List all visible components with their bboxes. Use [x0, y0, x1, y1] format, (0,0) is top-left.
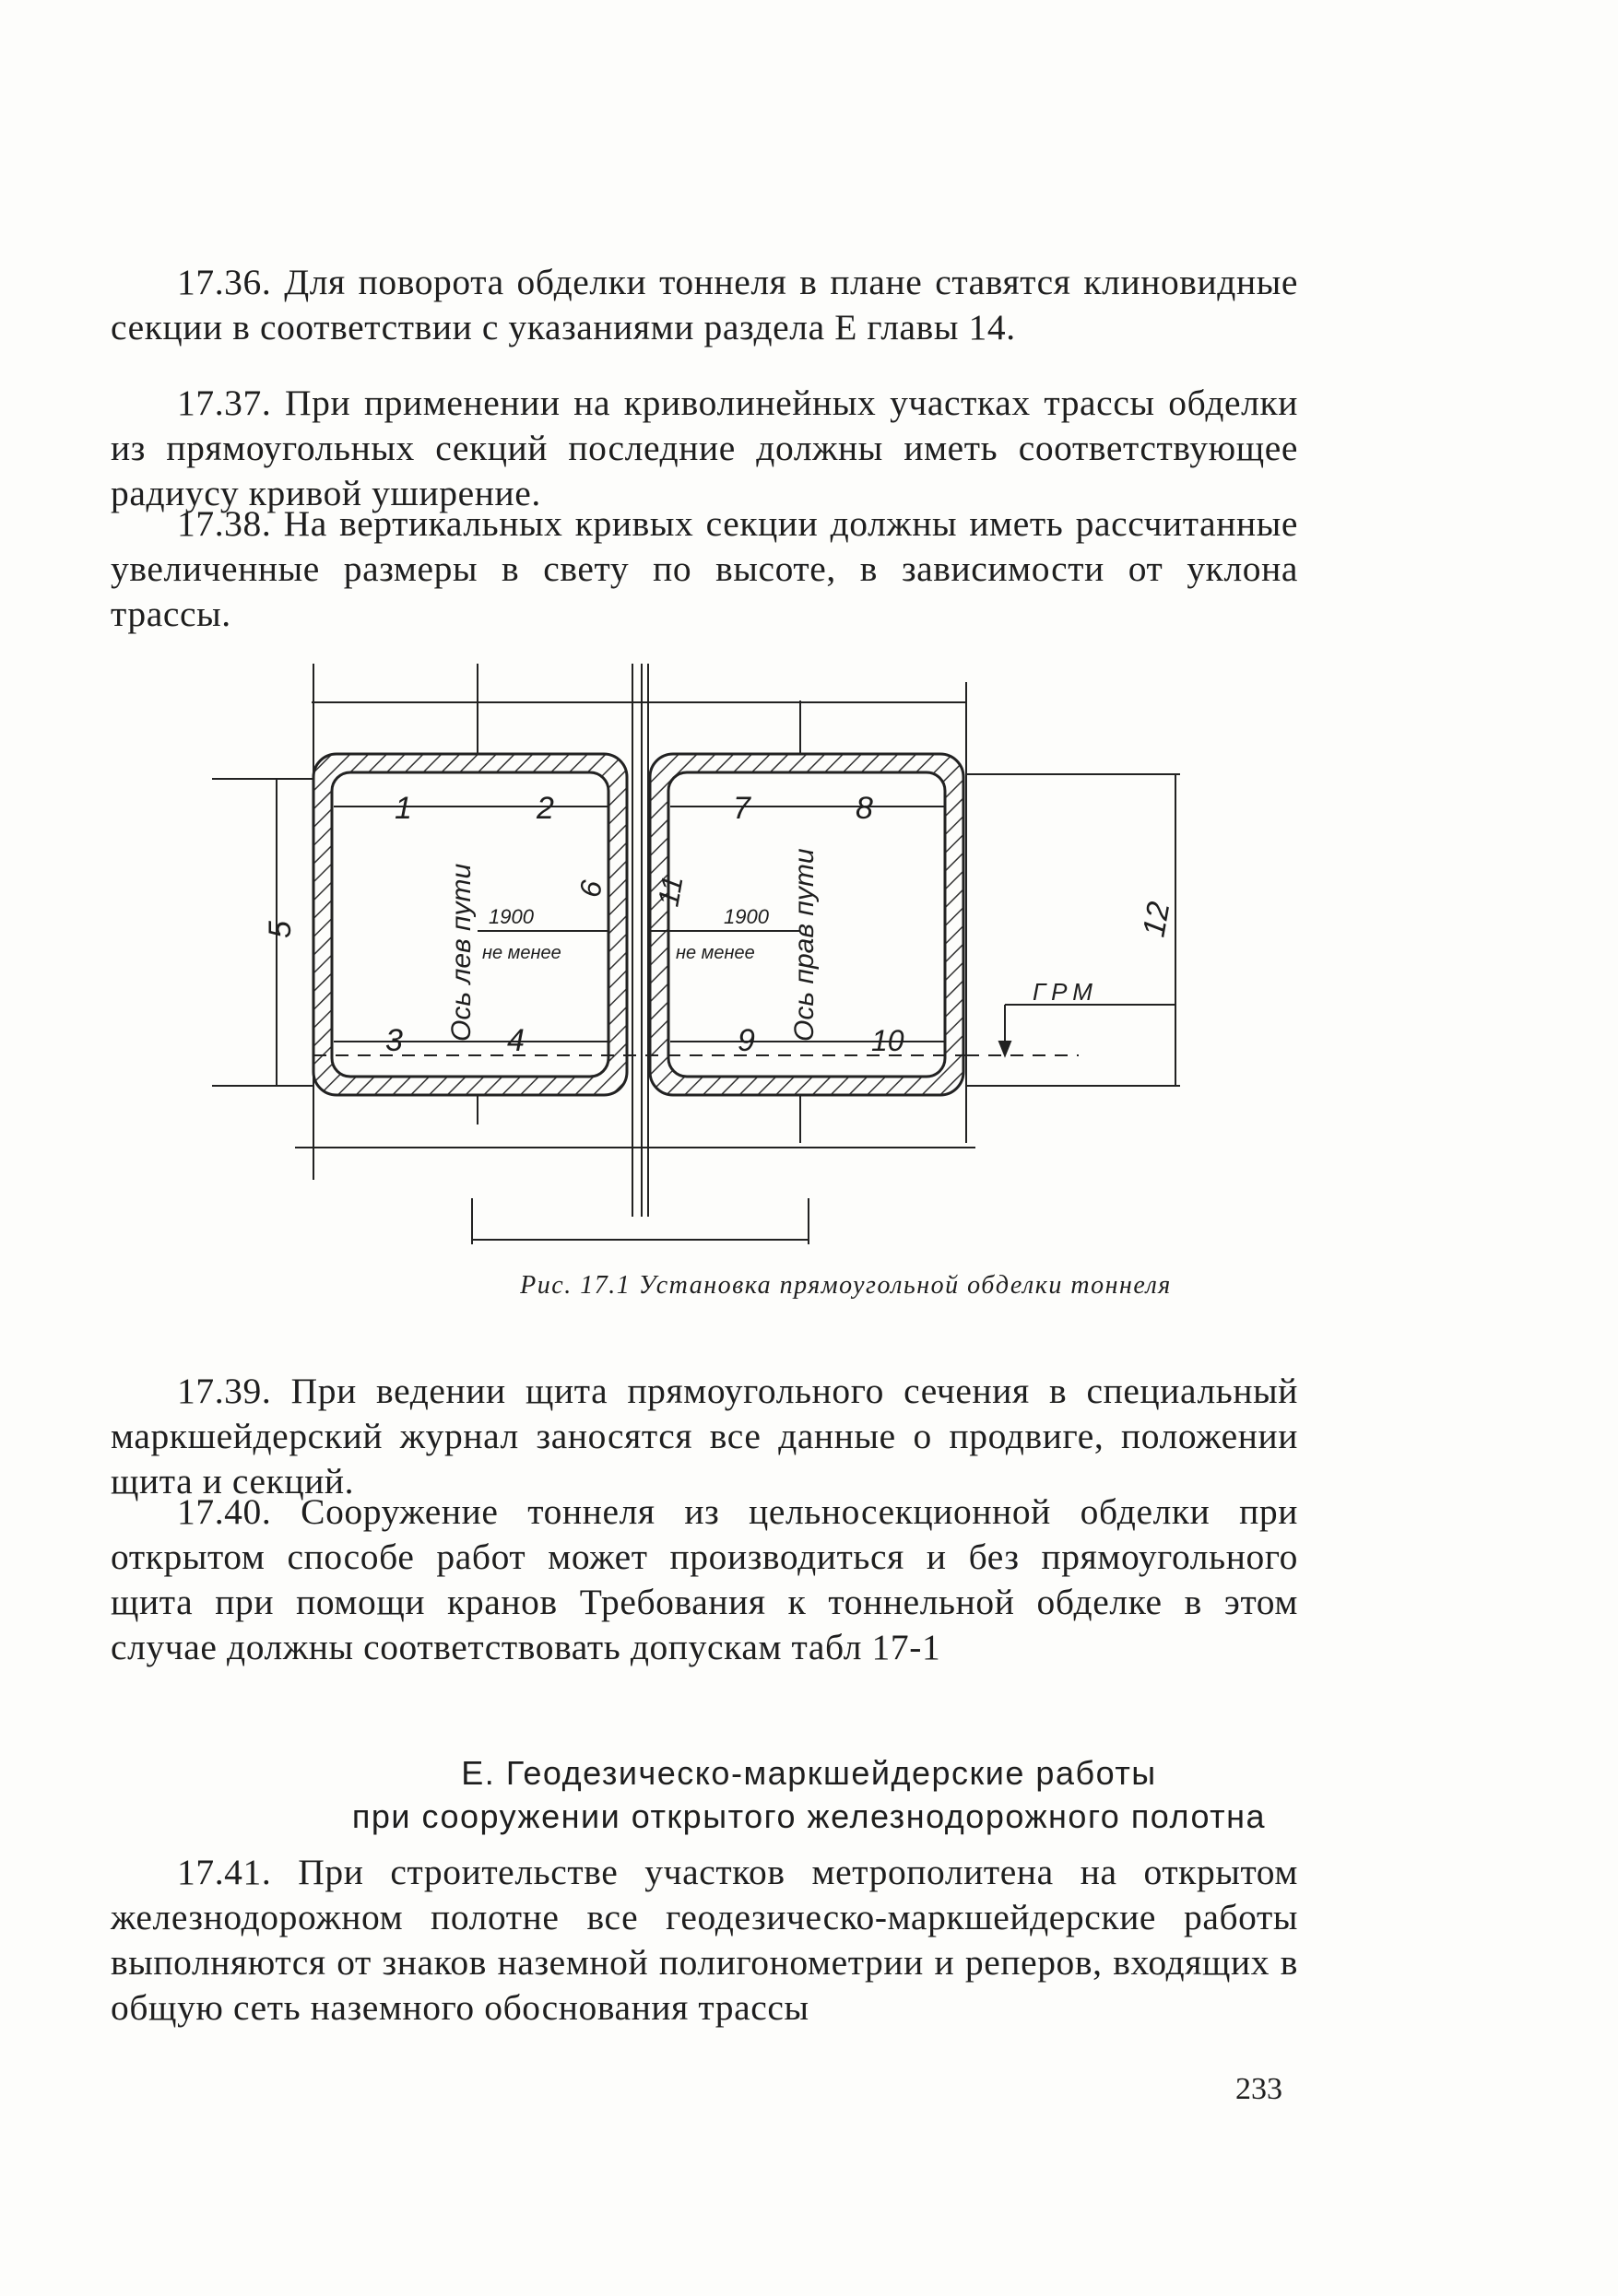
paragraph-number: 17.39. [177, 1371, 272, 1411]
label-8: 8 [856, 791, 873, 826]
page-number: 233 [1235, 2072, 1282, 2106]
paragraph-text: При применении на криволинейных участках трассы обделки из прямоугольных секций последние должны иметь соответствующее радиусу кривой уширение. [111, 383, 1298, 513]
section-heading-line-1: Е. Геодезическо-маркшейдерские работы [461, 1754, 1157, 1792]
label-5: 5 [263, 921, 298, 938]
figure-caption: Рис. 17.1 Установка прямоугольной обделки тоннеля [520, 1271, 1172, 1300]
paragraph-number: 17.38. [177, 503, 272, 544]
section-heading-line-2: при сооружении открытого железнодорожного полотна [351, 1797, 1267, 1835]
paragraph-number: 17.40. [177, 1491, 272, 1532]
paragraph-text: Сооружение тоннеля из цельносекционной обделки при открытом способе работ может производиться и без прямоугольного щита при помощи кранов Требования к тоннельной обделке в этом случае должны соответствовать допускам табл 17-1 [111, 1491, 1298, 1667]
label-1: 1 [395, 791, 412, 826]
paragraph-number: 17.41. [177, 1852, 272, 1892]
paragraph-number: 17.37. [177, 383, 272, 423]
right-track-axis-label: Ось прав пути [789, 848, 820, 1042]
paragraph-17-41 [111, 1850, 1298, 2031]
label-12: 12 [1136, 899, 1177, 940]
label-6: 6 [573, 877, 608, 901]
not-less-right: не менее [676, 943, 755, 963]
not-less-left: не менее [482, 943, 561, 963]
tunnel-lining-figure [184, 645, 1199, 1244]
label-2: 2 [537, 791, 554, 826]
paragraph-text: При строительстве участков метрополитена на открытом железнодорожном полотне все геодезическо-маркшейдерские работы выполняются от знаков наземной полигонометрии и реперов, входящих в общую сеть наземного обоснования трассы [111, 1852, 1298, 2028]
label-10: 10 [871, 1024, 904, 1057]
paragraph-17-40 [111, 1489, 1298, 1670]
paragraph-17-37 [111, 381, 1298, 516]
label-4: 4 [507, 1023, 525, 1058]
label-7: 7 [733, 791, 750, 826]
label-3: 3 [385, 1023, 403, 1058]
paragraph-text: Для поворота обделки тоннеля в плане ставятся клиновидные секции в соответствии с указаниями раздела Е главы 14. [111, 262, 1298, 347]
paragraph-text: При ведении щита прямоугольного сечения в специальный маркшейдерский журнал заносятся все данные о продвиге, положении щита и секций. [111, 1371, 1298, 1501]
dimension-1900-left: 1900 [489, 905, 534, 928]
paragraph-17-39 [111, 1369, 1298, 1504]
grm-label: ГРМ [1033, 978, 1098, 1006]
paragraph-17-38 [111, 501, 1298, 637]
label-11: 11 [651, 873, 690, 910]
label-9: 9 [738, 1023, 755, 1058]
paragraph-number: 17.36. [177, 262, 272, 302]
dimension-1900-right: 1900 [724, 905, 769, 928]
left-track-axis-label: Ось лев пути [446, 863, 477, 1042]
paragraph-17-36 [111, 260, 1298, 350]
paragraph-text: На вертикальных кривых секции должны иметь рассчитанные увеличенные размеры в свету по высоте, в зависимости от уклона трассы. [111, 503, 1298, 634]
